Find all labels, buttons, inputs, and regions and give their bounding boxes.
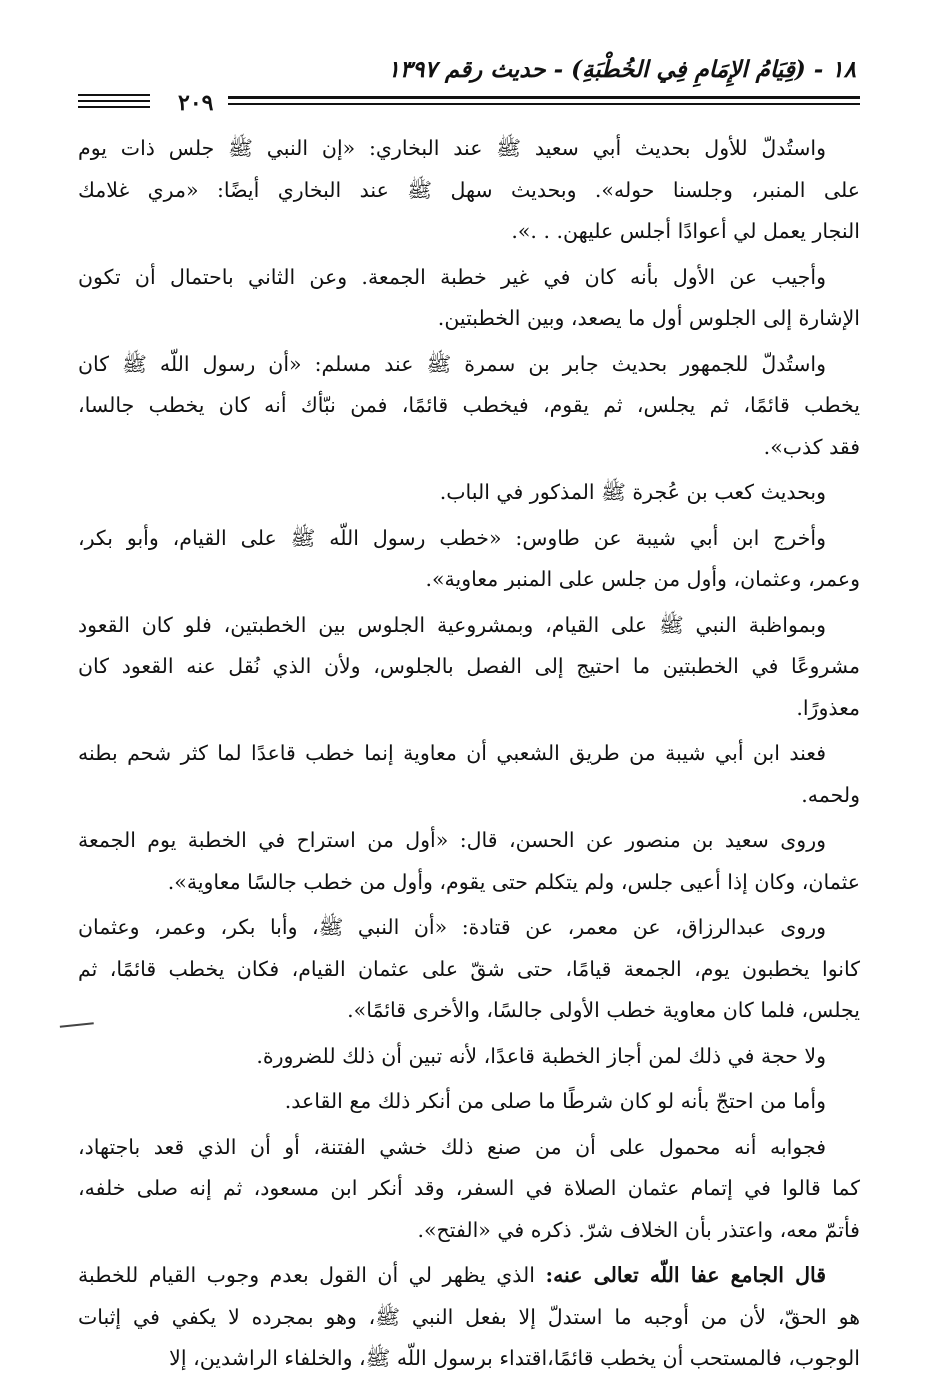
text-line: النجار يعمل لي أعوادًا أجلس عليهن. . .». [511,219,860,243]
paragraph [78,1081,860,1123]
text-line: وأجيب عن الأول بأنه كان في غير خطبة الجمعة. وعن الثاني باحتمال أن تكون [78,264,826,289]
text-line: فعند ابن أبي شيبة من طريق الشعبي أن معاوية إنما خطب قاعدًا لما كثر شحم بطنه [78,741,826,765]
text-line: فقد كذب». [763,434,860,459]
text-line: فجوابه أنه محمول على أن من صنع ذلك خشي الفتنة، أو أن الذي قعد باجتهاد، [78,1134,826,1159]
paragraph [78,1127,860,1252]
text-line: ولحمه. [801,782,860,807]
text-line: كانوا يخطبون يوم، الجمعة قيامًا، حتى شقّ على عثمان القيام، فكان يخطب قائمًا، ثم [78,956,860,981]
page-number-rule [78,106,150,108]
paragraph [78,820,860,903]
compiler-note-paragraph [78,1255,860,1380]
text-line: على المنبر، وجلسنا حوله». وبحديث سهل ﷺ عند البخاري أيضًا: «مري غلامك [78,177,860,202]
text-line: فأتمّ معه، واعتذر بأن الخلاف شرّ. ذكره في «الفتح». [417,1217,860,1242]
text-line: يجلس، فلما كان معاوية خطب الأولى جالسًا، والأخرى قائمًا». [347,998,860,1022]
text-line: وأخرج ابن أبي شيبة عن طاوس: «خطب رسول اللّه ﷺ على القيام، وأبو بكر، [78,525,826,550]
text-line: وروى عبدالرزاق، عن معمر، عن قتادة: «أن النبي ﷺ، وأبا بكر، وعمر، وعثمان [78,915,826,939]
paragraph [78,128,860,253]
text-line: معذورًا. [796,695,860,720]
text-line: الوجوب، فالمستحب أن يخطب قائمًا،اقتداء برسول اللّه ﷺ، والخلفاء الراشدين، إلا [169,1346,860,1370]
text-line: يخطب قائمًا، ثم يجلس، ثم يقوم، فيخطب قائمًا، فمن نبّأك أنه كان يخطب جالسا، [78,393,860,417]
page-number-rule [78,94,150,96]
text-line [78,1255,860,1297]
paragraph [78,1036,860,1078]
text-line: هو الحقّ، لأن من أوجبه ما استدلّ إلا بفعل النبي ﷺ، وهو بمجرده لا يكفي في إثبات [78,1304,860,1329]
header-rule [228,103,860,105]
text-line: واستُدلّ للأول بحديث أبي سعيد ﷺ عند البخاري: «إن النبي ﷺ جلس ذات يوم [78,136,826,160]
paragraph [78,257,860,340]
page-number-rule [78,100,150,102]
header-rule [228,96,860,99]
text-line: وأما من احتجّ بأنه لو كان شرطًا ما صلى من أنكر ذلك مع القاعد. [284,1089,826,1113]
text-line: الإشارة إلى الجلوس أول ما يصعد، وبين الخطبتين. [437,306,860,330]
compiler-note-lead: قال الجامع عفا اللّه تعالى عنه: [545,1263,827,1287]
text-segment: الذي يظهر لي أن القول بعدم وجوب القيام للخطبة [78,1263,546,1287]
paragraph [78,733,860,816]
text-line: واستُدلّ للجمهور بحديث جابر بن سمرة ﷺ عند مسلم: «أن رسول اللّه ﷺ كان [78,351,826,376]
text-line: وبمواظبة النبي ﷺ على القيام، وبمشروعية الجلوس بين الخطبتين، فلو كان القعود [78,612,826,637]
paragraph [78,472,860,514]
page-number: ٢٠٩ [170,90,221,116]
text-line: وعمر، وعثمان، وأول من جلس على المنبر معاوية». [425,567,860,591]
text-line: وروى سعيد بن منصور عن الحسن، قال: «أول من استراح في الخطبة يوم الجمعة [78,828,826,852]
paragraph [78,907,860,1032]
page-body [78,128,860,1384]
text-line: وبحديث كعب بن عُجرة ﷺ المذكور في الباب. [439,480,826,504]
running-title: ١٨ - (قِيَامُ الإِمَامِ فِي الخُطْبَةِ) - حديث رقم ١٣٩٧ [387,56,856,83]
text-line: كما قالوا في إتمام عثمان الصلاة في السفر، وقد أنكر ابن مسعود، ثم إنه صلى خلفه، [78,1176,860,1200]
text-line: عثمان، وكان إذا أعيى جلس، ولم يتكلم حتى يقوم، وأول من خطب جالسًا معاوية». [167,869,860,894]
paragraph [78,605,860,730]
paragraph [78,518,860,601]
text-line: ولا حجة في ذلك لمن أجاز الخطبة قاعدًا، لأنه تبين أن ذلك للضرورة. [256,1043,826,1068]
page-header [78,52,860,116]
paragraph [78,344,860,469]
text-line: مشروعًا في الخطبتين ما احتيج إلى الفصل بالجلوس، ولأن الذي نُقل عنه القعود كان [78,654,860,678]
